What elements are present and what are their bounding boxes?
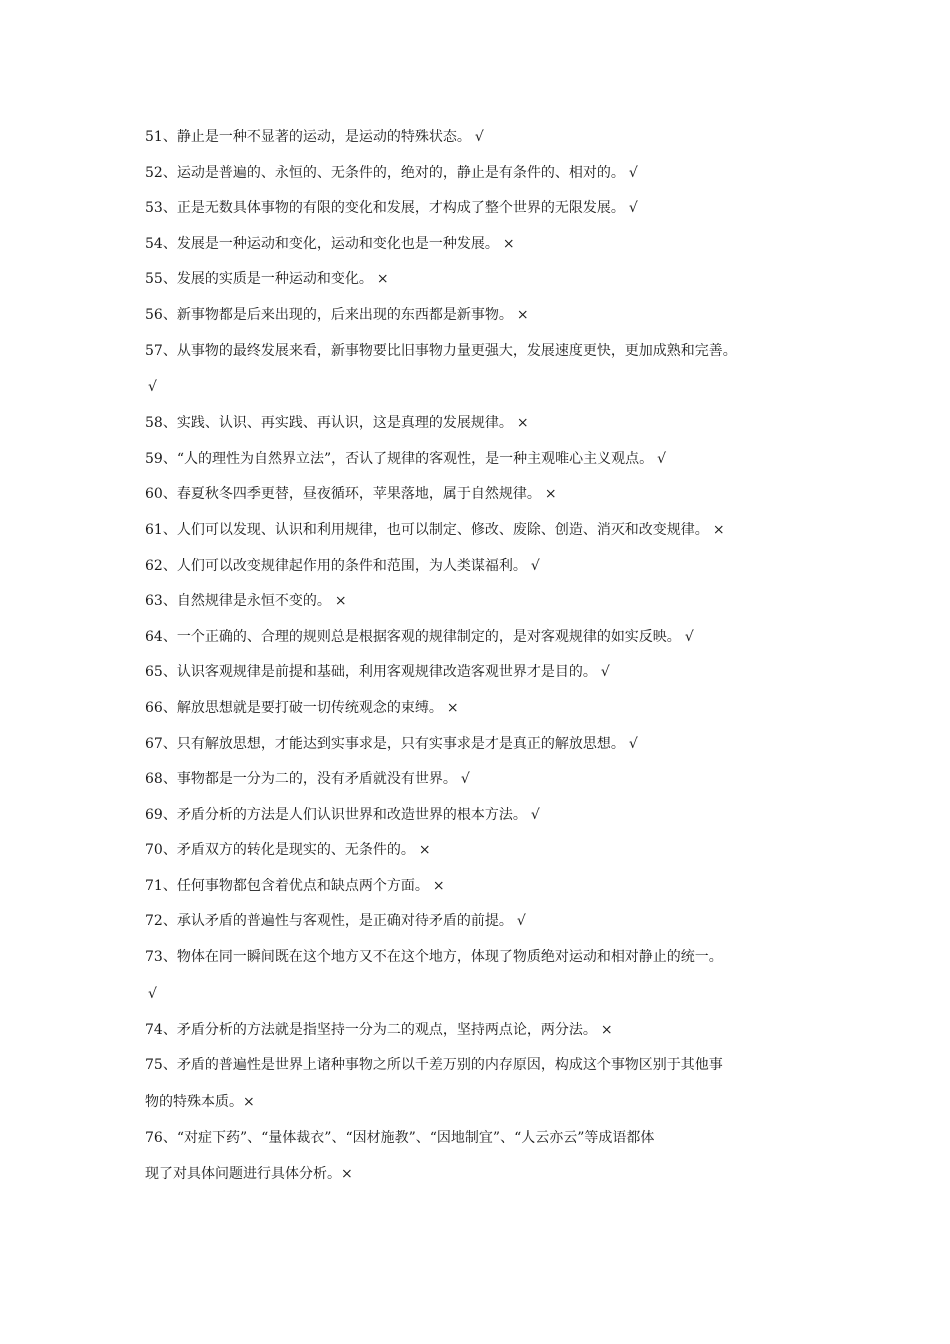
list-item	[145, 620, 825, 656]
item-text: 63、自然规律是永恒不变的。	[145, 593, 331, 610]
answer-mark: ×	[418, 842, 431, 859]
answer-mark: √	[628, 735, 638, 752]
list-item	[145, 406, 825, 442]
list-item	[145, 1121, 825, 1157]
answer-mark: √	[628, 164, 638, 181]
list-item	[145, 1048, 825, 1084]
item-text: 75、矛盾的普遍性是世界上诸种事物之所以千差万别的内存原因，构成这个事物区别于其他事	[145, 1057, 723, 1074]
item-text: 56、新事物都是后来出现的，后来出现的东西都是新事物。	[145, 306, 513, 323]
item-text: 52、运动是普遍的、永恒的、无条件的，绝对的，静止是有条件的、相对的。	[145, 164, 625, 181]
question-list	[145, 120, 825, 1193]
item-text: 62、人们可以改变规律起作用的条件和范围，为人类谋福利。	[145, 557, 527, 574]
item-text: 66、解放思想就是要打破一切传统观念的束缚。	[145, 699, 443, 716]
answer-mark: √	[530, 806, 540, 823]
item-text: 74、矛盾分析的方法就是指坚持一分为二的观点，坚持两点论，两分法。	[145, 1021, 597, 1038]
answer-mark: √	[516, 913, 526, 930]
list-item	[145, 1013, 825, 1049]
answer-mark: ×	[446, 699, 459, 716]
item-text: 59、“人的理性为自然界立法”，否认了规律的客观性，是一种主观唯心主义观点。	[145, 450, 654, 467]
item-text: 71、任何事物都包含着优点和缺点两个方面。	[145, 877, 429, 894]
list-item	[145, 940, 825, 976]
list-item	[145, 262, 825, 298]
list-item	[145, 727, 825, 763]
list-item	[145, 691, 825, 727]
list-item	[145, 833, 825, 869]
item-continuation: 物的特殊本质。×	[145, 1093, 255, 1110]
answer-mark: ×	[334, 593, 347, 610]
list-item	[145, 655, 825, 691]
answer-mark: √	[530, 557, 540, 574]
item-text: 67、只有解放思想，才能达到实事求是，只有实事求是才是真正的解放思想。	[145, 735, 625, 752]
item-text: 55、发展的实质是一种运动和变化。	[145, 271, 373, 288]
item-text: 54、发展是一种运动和变化，运动和变化也是一种发展。	[145, 235, 499, 252]
item-text: 73、物体在同一瞬间既在这个地方又不在这个地方，体现了物质绝对运动和相对静止的统一。	[145, 949, 723, 966]
list-item	[145, 227, 825, 263]
list-item	[145, 477, 825, 513]
item-continuation: √	[148, 985, 157, 1002]
item-continuation: √	[148, 379, 157, 396]
item-text: 58、实践、认识、再实践、再认识，这是真理的发展规律。	[145, 415, 513, 432]
list-item	[145, 513, 825, 549]
answer-mark: ×	[516, 415, 529, 432]
item-text: 64、一个正确的、合理的规则总是根据客观的规律制定的，是对客观规律的如实反映。	[145, 628, 681, 645]
list-item	[145, 442, 825, 478]
item-text: 72、承认矛盾的普遍性与客观性，是正确对待矛盾的前提。	[145, 913, 513, 930]
item-text: 65、认识客观规律是前提和基础，利用客观规律改造客观世界才是目的。	[145, 664, 597, 681]
item-text: 57、从事物的最终发展来看，新事物要比旧事物力量更强大，发展速度更快，更加成熟和完善。	[145, 342, 737, 359]
answer-mark: √	[657, 450, 667, 467]
answer-mark: ×	[432, 877, 445, 894]
item-text: 53、正是无数具体事物的有限的变化和发展，才构成了整个世界的无限发展。	[145, 200, 625, 217]
answer-mark: ×	[516, 306, 529, 323]
answer-mark: √	[628, 200, 638, 217]
answer-mark: √	[460, 771, 470, 788]
list-item	[145, 904, 825, 940]
list-item	[145, 869, 825, 905]
item-text: 69、矛盾分析的方法是人们认识世界和改造世界的根本方法。	[145, 806, 527, 823]
answer-mark: ×	[376, 271, 389, 288]
list-item	[145, 120, 825, 156]
list-item	[145, 549, 825, 585]
item-text: 51、静止是一种不显著的运动，是运动的特殊状态。	[145, 129, 471, 145]
item-text: 68、事物都是一分为二的，没有矛盾就没有世界。	[145, 771, 457, 788]
list-item	[145, 191, 825, 227]
answer-mark: ×	[544, 486, 557, 503]
list-item	[145, 156, 825, 192]
answer-mark: √	[600, 664, 610, 681]
item-continuation: 现了对具体问题进行具体分析。×	[145, 1166, 353, 1183]
item-text: 76、“对症下药”、“量体裁衣”、“因材施教”、“因地制宜”、“人云亦云”等成语都体	[145, 1129, 655, 1146]
answer-mark: √	[684, 628, 694, 645]
item-text: 61、人们可以发现、认识和利用规律，也可以制定、修改、废除、创造、消灭和改变规律。	[145, 521, 709, 538]
list-item	[145, 298, 825, 334]
list-item	[145, 798, 825, 834]
item-text: 70、矛盾双方的转化是现实的、无条件的。	[145, 842, 415, 859]
list-item	[145, 762, 825, 798]
answer-mark: √	[474, 129, 484, 145]
answer-mark: ×	[712, 521, 725, 538]
list-item	[145, 334, 825, 370]
list-item	[145, 584, 825, 620]
answer-mark: ×	[502, 235, 515, 252]
answer-mark: ×	[600, 1021, 613, 1038]
item-text: 60、春夏秋冬四季更替，昼夜循环，苹果落地，属于自然规律。	[145, 486, 541, 503]
